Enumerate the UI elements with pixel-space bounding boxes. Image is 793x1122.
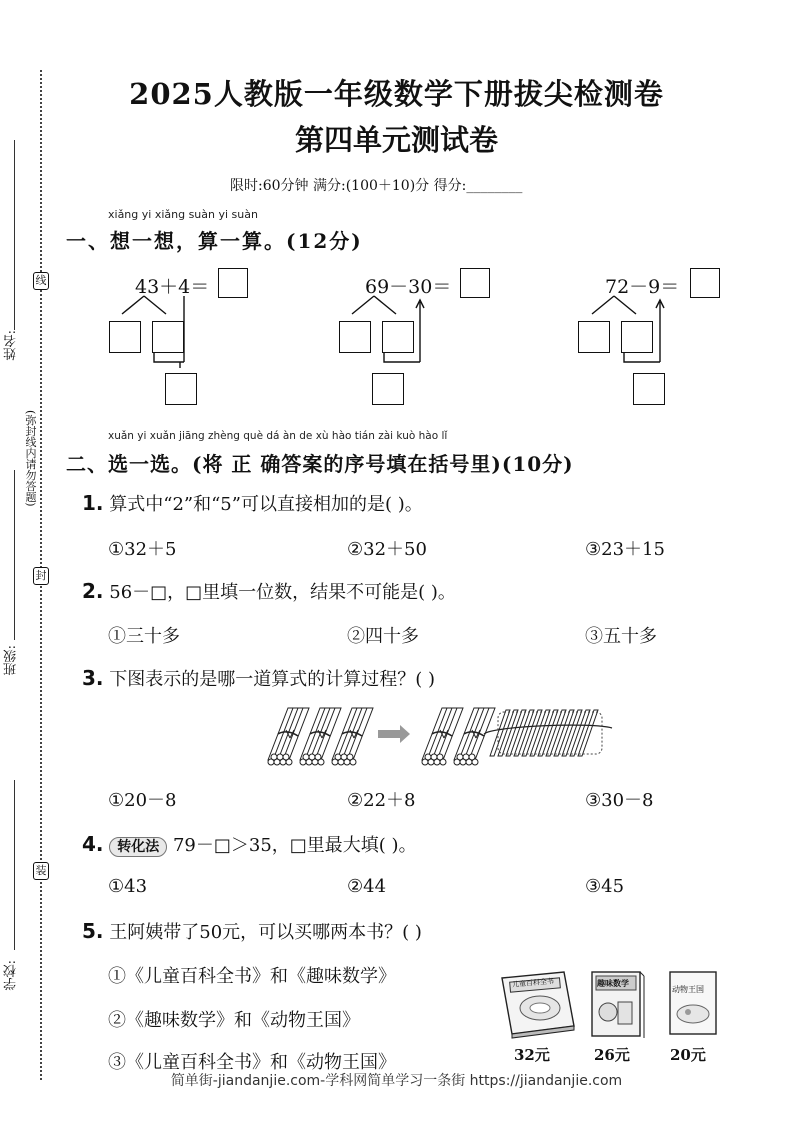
book-animal-image <box>666 968 722 1040</box>
answer-box[interactable] <box>382 321 414 353</box>
question-text: 王阿姨带了50元，可以买哪两本书？( ) <box>109 922 422 943</box>
section1-title: 一、想一想，算一算。(12分) <box>66 229 363 253</box>
book-math-title: 趣味数学 <box>597 978 629 988</box>
question-number: 1. <box>82 491 104 515</box>
option[interactable]: ①《儿童百科全书》和《趣味数学》 <box>108 966 396 987</box>
question-text: 56－□，□里填一位数，结果不可能是( )。 <box>109 582 456 603</box>
question-4 <box>82 831 417 857</box>
name-label: 姓名: <box>4 330 19 361</box>
option[interactable]: ②《趣味数学》和《动物王国》 <box>108 1010 360 1031</box>
page-subtitle: 第四单元测试卷 <box>294 123 498 157</box>
question-text: 79－□＞35，□里最大填( )。 <box>172 835 417 856</box>
question-3 <box>82 665 435 691</box>
book-animal-title: 动物王国 <box>672 985 704 994</box>
question-text: 算式中“2”和“5”可以直接相加的是( )。 <box>109 494 423 515</box>
option[interactable]: ①43 <box>108 876 148 897</box>
answer-box[interactable] <box>621 321 653 353</box>
question-number: 4. <box>82 832 104 856</box>
answer-box[interactable] <box>218 268 248 298</box>
option[interactable]: ③23＋15 <box>585 539 665 560</box>
answer-box[interactable] <box>633 373 665 405</box>
seal-line-mark: 线 <box>33 272 49 290</box>
footer-watermark: 简单街-jiandanjie.com-学科网简单学习一条街 https://jiandanjie.com <box>170 1073 623 1089</box>
equation-3: 72－9＝ <box>605 276 680 298</box>
method-tag: 转化法 <box>109 837 167 857</box>
question-number: 3. <box>82 666 104 690</box>
book-price: 20元 <box>670 1046 706 1064</box>
option[interactable]: ①三十多 <box>108 626 180 647</box>
stick-bundles-illustration <box>262 700 622 770</box>
option[interactable]: ③《儿童百科全书》和《动物王国》 <box>108 1052 396 1073</box>
book-price: 26元 <box>594 1046 630 1064</box>
class-line <box>14 470 15 640</box>
option[interactable]: ③30－8 <box>585 790 654 811</box>
section1-pinyin: xiǎng yi xiǎng suàn yi suàn <box>108 208 258 221</box>
equation-2: 69－30＝ <box>365 276 452 298</box>
option[interactable]: ①32＋5 <box>108 539 177 560</box>
answer-box[interactable] <box>165 373 197 405</box>
section2-title: 二、选一选。(将 正 确答案的序号填在括号里)(10分) <box>66 452 574 476</box>
binding-notice: (弥封线内请勿答题) <box>24 410 37 507</box>
answer-box[interactable] <box>152 321 184 353</box>
school-line <box>14 780 15 950</box>
answer-box[interactable] <box>690 268 720 298</box>
option[interactable]: ③五十多 <box>585 626 657 647</box>
seal-seal-mark: 封 <box>33 567 49 585</box>
answer-box[interactable] <box>460 268 490 298</box>
option[interactable]: ②32＋50 <box>347 539 427 560</box>
section2-pinyin: xuǎn yi xuǎn jiāng zhèng què dá àn de xù hào tián zài kuò hào lǐ <box>108 430 448 442</box>
option[interactable]: ②四十多 <box>347 626 419 647</box>
option[interactable]: ②44 <box>347 876 387 897</box>
question-text: 下图表示的是哪一道算式的计算过程？( ) <box>109 669 436 690</box>
question-5 <box>82 918 422 944</box>
book-encyclopedia-title: 儿童百科全书 <box>511 977 555 989</box>
option[interactable]: ①20－8 <box>108 790 177 811</box>
question-number: 2. <box>82 579 104 603</box>
school-label: 学校: <box>4 960 19 991</box>
equation-1: 43＋4＝ <box>135 276 210 298</box>
book-price: 32元 <box>514 1046 550 1064</box>
page-title: 2025人教版一年级数学下册拔尖检测卷 <box>129 77 664 111</box>
answer-box[interactable] <box>339 321 371 353</box>
option[interactable]: ③45 <box>585 876 625 897</box>
seal-bind-mark: 装 <box>33 862 49 880</box>
question-number: 5. <box>82 919 104 943</box>
question-1 <box>82 490 423 516</box>
option[interactable]: ②22＋8 <box>347 790 416 811</box>
answer-box[interactable] <box>372 373 404 405</box>
class-label: 班级: <box>4 645 19 676</box>
name-line <box>14 140 15 330</box>
answer-box[interactable] <box>578 321 610 353</box>
exam-info: 限时:60分钟 满分:(100＋10)分 得分:________ <box>230 178 523 194</box>
answer-box[interactable] <box>109 321 141 353</box>
question-2 <box>82 578 456 604</box>
